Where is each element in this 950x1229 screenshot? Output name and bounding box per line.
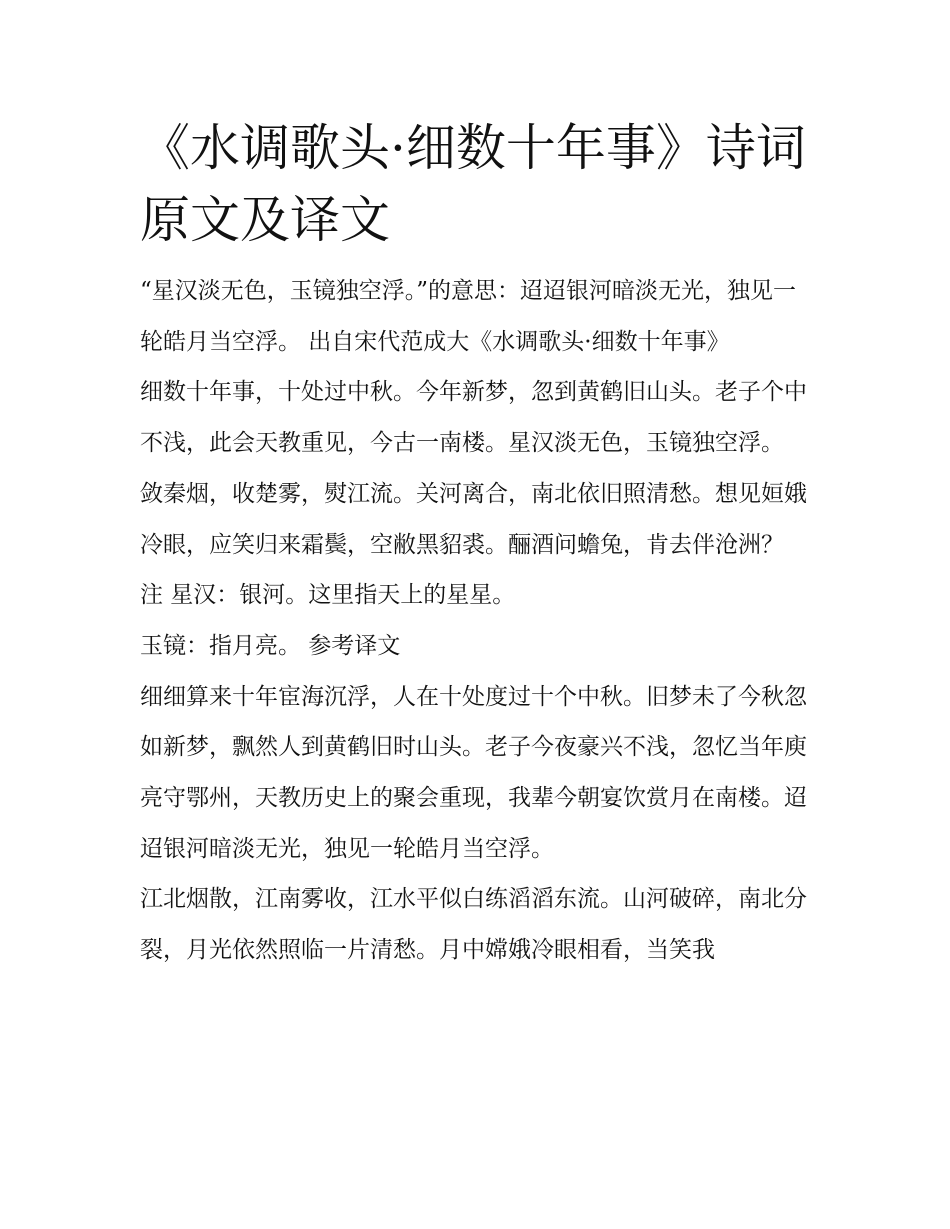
document-page bbox=[140, 112, 812, 976]
paragraph-note: 玉镜：指月亮。 参考译文 bbox=[140, 632, 401, 659]
paragraph-poem-part1: 细数十年事，十处过中秋。今年新梦，忽到黄鹤旧山头。老子个中不浅，此会天教重见，今古一南楼。星汉淡无色，玉镜独空浮。 bbox=[140, 379, 807, 457]
paragraph-translation-part2: 江北烟散，江南雾收，江水平似白练滔滔东流。山河破碎，南北分裂，月光依然照临一片清愁。月中嫦娥冷眼相看，当笑我 bbox=[140, 886, 807, 964]
paragraph-poem-part2: 敛秦烟，收楚雾，熨江流。关河离合，南北依旧照清愁。想见姮娥冷眼，应笑归来霜鬓，空敝黑貂裘。酾酒问蟾兔，肯去伴沧洲？ 注 星汉：银河。这里指天上的星星。 bbox=[140, 480, 807, 609]
document-title: 《水调歌头·细数十年事》诗词原文及译文 bbox=[140, 119, 806, 249]
paragraph-translation-part1: 细细算来十年宦海沉浮，人在十处度过十个中秋。旧梦未了今秋忽如新梦，飘然人到黄鹤旧时山头。老子今夜豪兴不浅，忽忆当年庾亮守鄂州，天教历史上的聚会重现，我辈今朝宴饮赏月在南楼。迢迢银河暗淡无光，独见一轮皓月当空浮。 bbox=[140, 683, 807, 862]
paragraph-intro: “星汉淡无色，玉镜独空浮。”的意思：迢迢银河暗淡无光，独见一轮皓月当空浮。 出自宋代范成大《水调歌头·细数十年事》 bbox=[140, 278, 797, 355]
